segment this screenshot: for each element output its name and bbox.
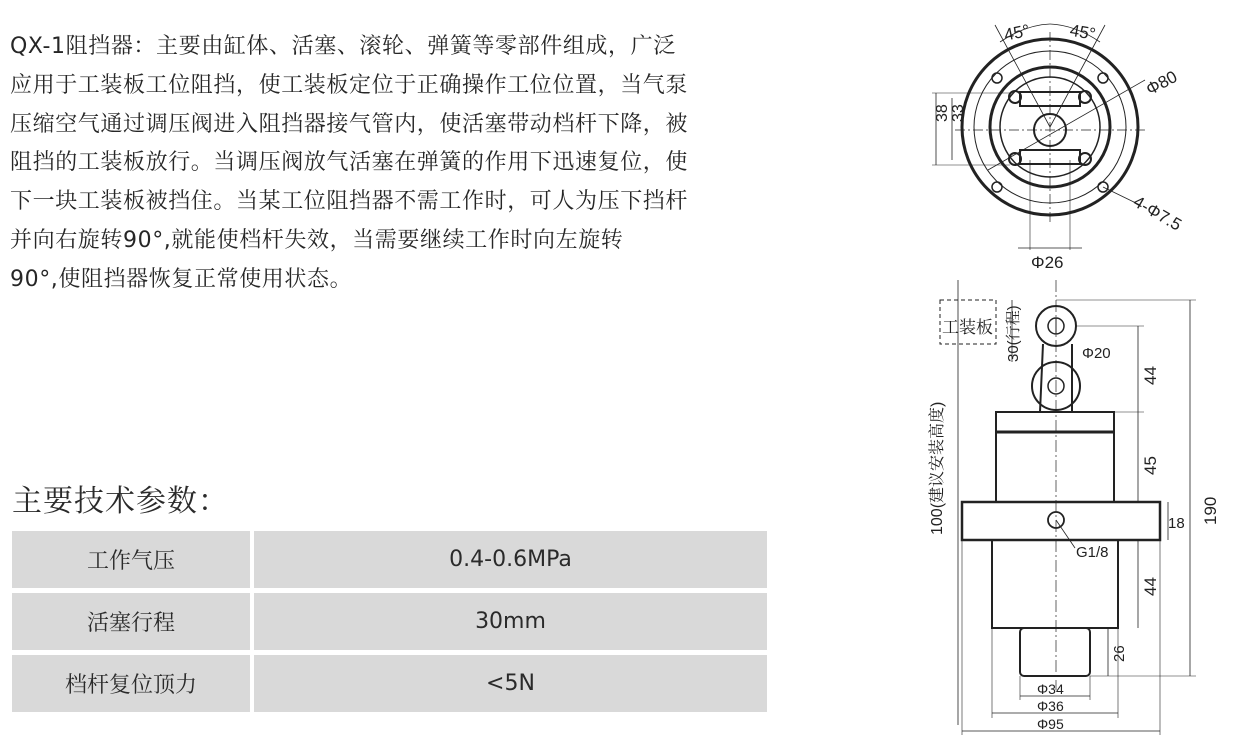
spec-name: 档杆复位顶力	[12, 653, 252, 715]
intro-line: QX-1阻挡器：主要由缸体、活塞、滚轮、弹簧等零部件组成，广泛	[10, 34, 676, 59]
dia36-label: Φ36	[1037, 698, 1064, 714]
mount-hole	[992, 73, 1002, 83]
specs-heading: 主要技术参数：	[12, 484, 229, 519]
table-row	[12, 531, 767, 591]
dia80-leader	[988, 80, 1145, 170]
dim33-label: 33	[950, 104, 967, 122]
intro-text	[10, 28, 790, 300]
spec-value: 30mm	[252, 591, 767, 653]
spec-name: 活塞行程	[12, 591, 252, 653]
dia34-label: Φ34	[1037, 681, 1064, 697]
board-label: 工装板	[942, 318, 993, 337]
spec-value: <5N	[252, 653, 767, 715]
dia95-label: Φ95	[1037, 716, 1064, 732]
dia80-label: Φ80	[1142, 67, 1181, 100]
intro-line: 下一块工装板被挡住。当某工位阻挡器不需工作时，可人为压下挡杆	[10, 189, 689, 215]
dim190-label: 190	[1201, 496, 1220, 525]
spec-name: 工作气压	[12, 531, 252, 591]
angle-left-label: 45°	[1002, 20, 1032, 45]
intro-line: 压缩空气通过调压阀进入阻挡器接气管内，使活塞带动档杆下降，被	[10, 111, 689, 137]
dim26-label: 26	[1111, 645, 1128, 662]
holes-label: 4-Φ7.5	[1130, 192, 1185, 235]
port-leader	[1056, 520, 1075, 548]
flange	[962, 502, 1160, 540]
dim44-top-label: 44	[1141, 366, 1160, 385]
side-view	[927, 280, 1220, 735]
install-height-label: 100(建议安装高度)	[929, 401, 946, 535]
dim44-bottom-label: 44	[1141, 577, 1160, 596]
angle-right-label: 45°	[1068, 20, 1098, 44]
piston-rod	[1020, 628, 1090, 676]
spec-value: 0.4-0.6MPa	[252, 531, 767, 591]
cylinder-upper	[996, 412, 1114, 502]
intro-line: 阻挡的工装板放行。当调压阀放气活塞在弹簧的作用下迅速复位，使	[10, 150, 689, 176]
specs-table	[12, 531, 767, 717]
intro-line: 应用于工装板工位阻挡，使工装板定位于正确操作工位位置，当气泵	[10, 72, 689, 98]
technical-drawing	[900, 0, 1237, 749]
mount-hole	[1098, 73, 1108, 83]
stroke-label: 30(行程)	[1005, 305, 1022, 362]
table-row	[12, 653, 767, 715]
dim18-label: 18	[1168, 515, 1185, 532]
top-view	[932, 21, 1185, 272]
intro-line: 并向右旋转90°,就能使档杆失效，当需要继续工作时向左旋转	[10, 227, 624, 253]
port-label: G1/8	[1076, 544, 1109, 561]
dim45-label: 45	[1141, 456, 1160, 475]
mount-hole	[992, 182, 1002, 192]
dim38-label: 38	[934, 104, 951, 122]
table-row	[12, 591, 767, 653]
roller-dia-label: Φ20	[1082, 345, 1111, 362]
intro-line: 90°,使阻挡器恢复正常使用状态。	[10, 266, 353, 292]
dia26-label: Φ26	[1031, 253, 1064, 272]
